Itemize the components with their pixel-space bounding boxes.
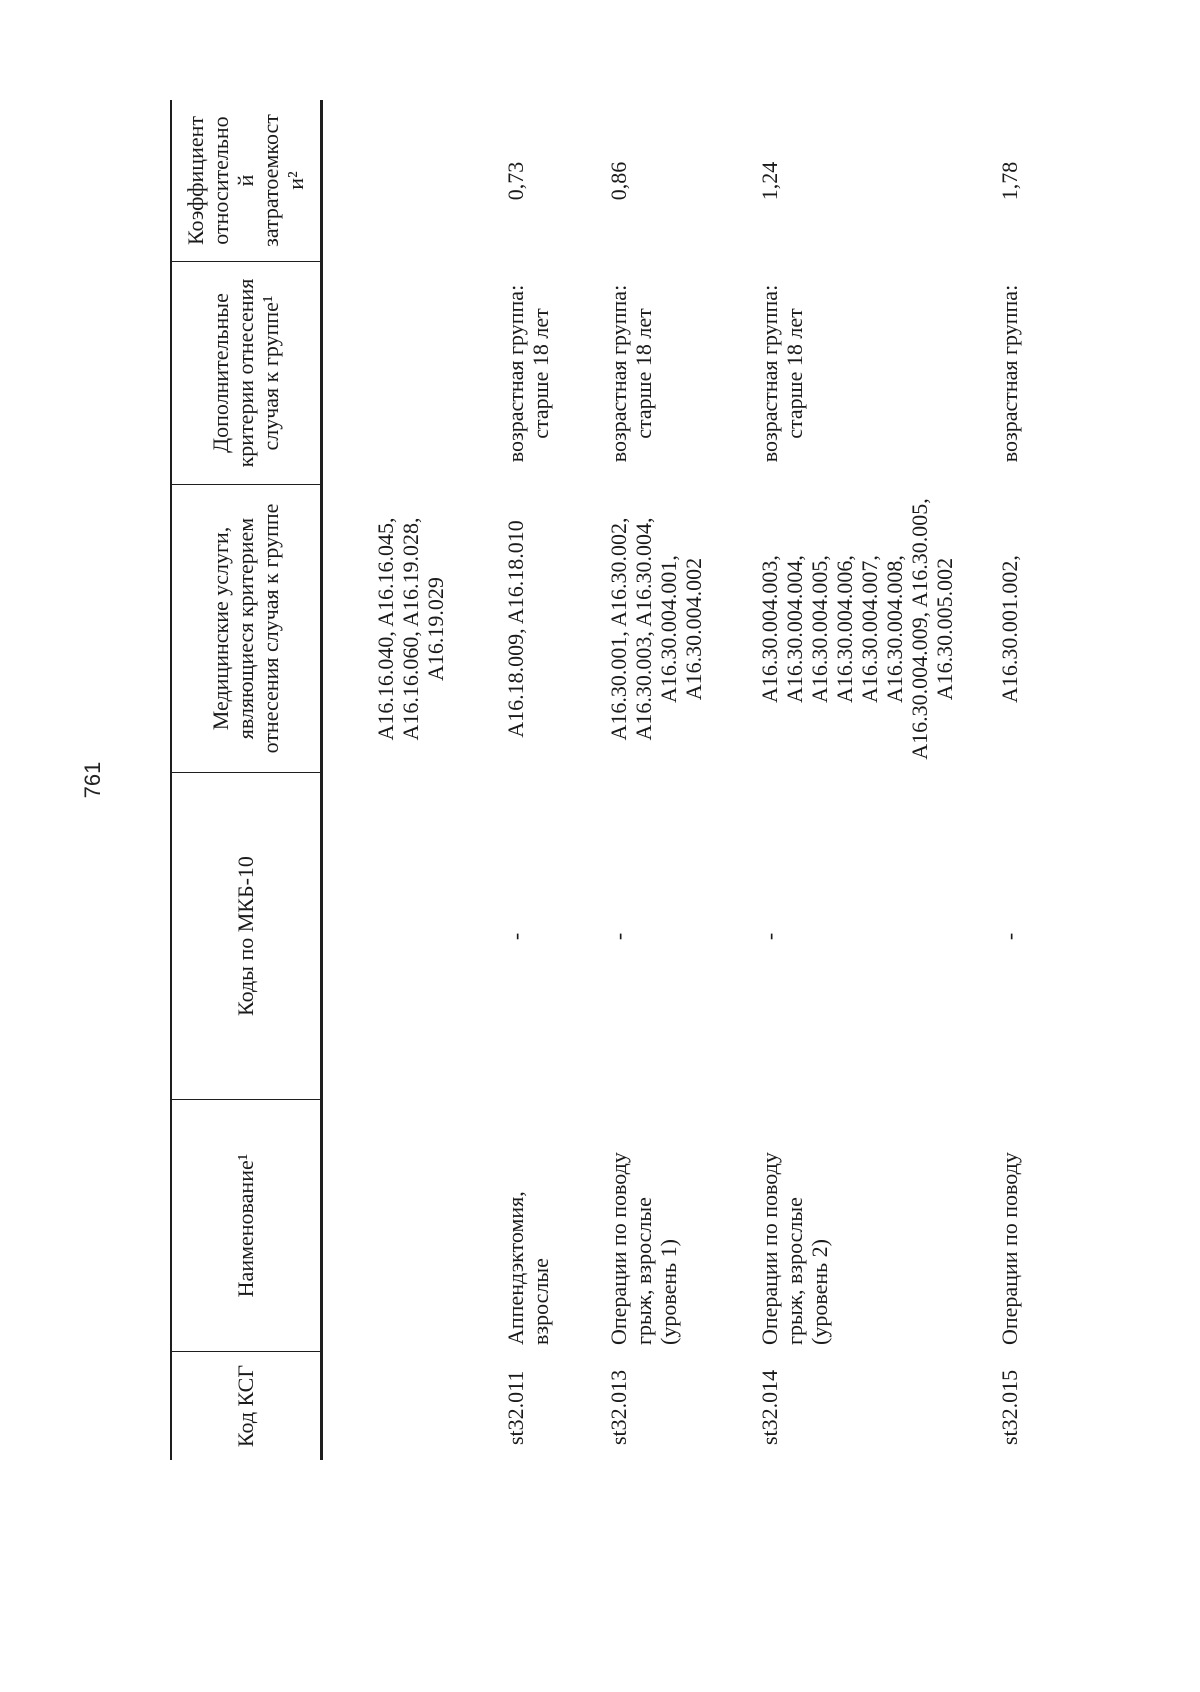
cell-text-line: A16.30.004.002 [681, 557, 706, 701]
cell-text-line: старше 18 лет [782, 308, 807, 439]
cell-text-line: (уровень 1) [656, 1239, 681, 1345]
cell-text-line: A16.30.004.003, [757, 555, 782, 703]
cell-text-line: A16.30.004.004, [782, 555, 807, 703]
cell-ksg-code [757, 1352, 782, 1460]
header-text-line: Медицинские услуги, [208, 526, 233, 731]
cell-text-line: Операции по поводу [757, 1152, 782, 1345]
header-name [171, 1100, 320, 1352]
cell-text-line: 0,86 [606, 161, 631, 201]
cell-text-line: st32.013 [606, 1369, 631, 1445]
cell-text-line: грыж, взрослые [631, 1197, 656, 1345]
cell-text-line: A16.16.060, A16.19.028, [398, 517, 423, 741]
cell-coefficient [606, 100, 631, 262]
cell-text-line: возрастная группа: [757, 284, 782, 463]
cell-medical-services [757, 485, 957, 773]
cell-text-line: A16.30.004.005, [807, 555, 832, 703]
header-icd-codes [171, 773, 320, 1100]
header-text-line: затратоемкост [258, 114, 283, 247]
header-text-line: Коды по МКБ-10 [233, 856, 258, 1016]
cell-text-line: - [757, 932, 782, 941]
cell-text-line: st32.011 [503, 1370, 528, 1445]
cell-text-line: A16.30.004.009, A16.30.005, [907, 498, 932, 760]
cell-text-line: st32.014 [757, 1369, 782, 1445]
header-text-line: случая к группе¹ [258, 295, 283, 451]
cell-text-line: A16.16.040, A16.16.045, [373, 517, 398, 741]
cell-name [503, 1100, 553, 1352]
cell-text-line: - [503, 932, 528, 941]
header-text-line: отнесения случая к группе [258, 503, 283, 754]
cell-text-line: возрастная группа: [997, 284, 1022, 463]
cell-text-line: 0,73 [503, 161, 528, 201]
header-bottom-rule [320, 100, 323, 1460]
header-coefficient [171, 100, 320, 262]
cell-text-line: старше 18 лет [631, 308, 656, 439]
cell-icd-codes [997, 773, 1022, 1100]
header-ksg-code [171, 1352, 320, 1460]
cell-additional-criteria [757, 262, 807, 485]
header-medical-services [171, 485, 320, 773]
cell-text-line: A16.30.004.001, [656, 555, 681, 703]
header-text-line: Дополнительные [208, 293, 233, 453]
cell-text-line: (уровень 2) [807, 1239, 832, 1345]
cell-icd-codes [503, 773, 528, 1100]
table-header [171, 0, 320, 1692]
page-number: 761 [80, 761, 105, 799]
cell-text-line: Операции по поводу [997, 1152, 1022, 1345]
cell-text-line: - [606, 932, 631, 941]
cell-icd-codes [606, 773, 631, 1100]
cell-medical-services [503, 485, 528, 773]
cell-text-line: 1,78 [997, 161, 1022, 201]
cell-ksg-code [606, 1352, 631, 1460]
cell-text-line: возрастная группа: [606, 284, 631, 463]
cell-icd-codes [757, 773, 782, 1100]
cell-text-line: A16.30.004.006, [832, 555, 857, 703]
cell-text-line: A16.30.005.002 [932, 557, 957, 701]
cell-text-line: A16.30.001, A16.30.002, [606, 517, 631, 741]
cell-text-line: - [997, 932, 1022, 941]
cell-medical-services [997, 485, 1022, 773]
cell-text-line: грыж, взрослые [782, 1197, 807, 1345]
header-text-line: Наименование¹ [233, 1153, 258, 1298]
cell-coefficient [503, 100, 528, 262]
cell-text-line: 1,24 [757, 161, 782, 201]
header-text-line: Код КСГ [233, 1364, 258, 1448]
cell-text-line: A16.30.001.002, [997, 555, 1022, 703]
cell-text-line: взрослые [528, 1258, 553, 1345]
cell-name [606, 1100, 681, 1352]
cell-additional-criteria [997, 262, 1022, 485]
header-text-line: относительно [208, 116, 233, 245]
header-text-line: являющиеся критерием [233, 517, 258, 740]
cell-additional-criteria [606, 262, 656, 485]
cell-text-line: A16.30.003, A16.30.004, [631, 517, 656, 741]
header-text-line: критерии отнесения [233, 278, 258, 468]
cell-text-line: старше 18 лет [528, 308, 553, 439]
cell-text-line: A16.19.029 [423, 577, 448, 681]
cell-text-line: st32.015 [997, 1369, 1022, 1445]
cell-ksg-code [503, 1352, 528, 1460]
cell-text-line: A16.30.004.008, [882, 555, 907, 703]
header-text-line: й [233, 174, 258, 187]
cell-text-line: A16.30.004.007, [857, 555, 882, 703]
cell-text-line: возрастная группа: [503, 284, 528, 463]
cell-text-line: A16.18.009, A16.18.010 [503, 520, 528, 738]
cell-medical-services [373, 485, 448, 773]
cell-text-line: Операции по поводу [606, 1152, 631, 1345]
header-additional-criteria [171, 262, 320, 485]
cell-additional-criteria [503, 262, 553, 485]
header-text-line: Коэффициент [183, 116, 208, 246]
cell-ksg-code [997, 1352, 1022, 1460]
header-text-line: и² [283, 171, 308, 190]
cell-name [997, 1100, 1022, 1352]
cell-coefficient [757, 100, 782, 262]
cell-text-line: Аппендэктомия, [503, 1191, 528, 1345]
cell-name [757, 1100, 832, 1352]
cell-coefficient [997, 100, 1022, 262]
cell-medical-services [606, 485, 706, 773]
